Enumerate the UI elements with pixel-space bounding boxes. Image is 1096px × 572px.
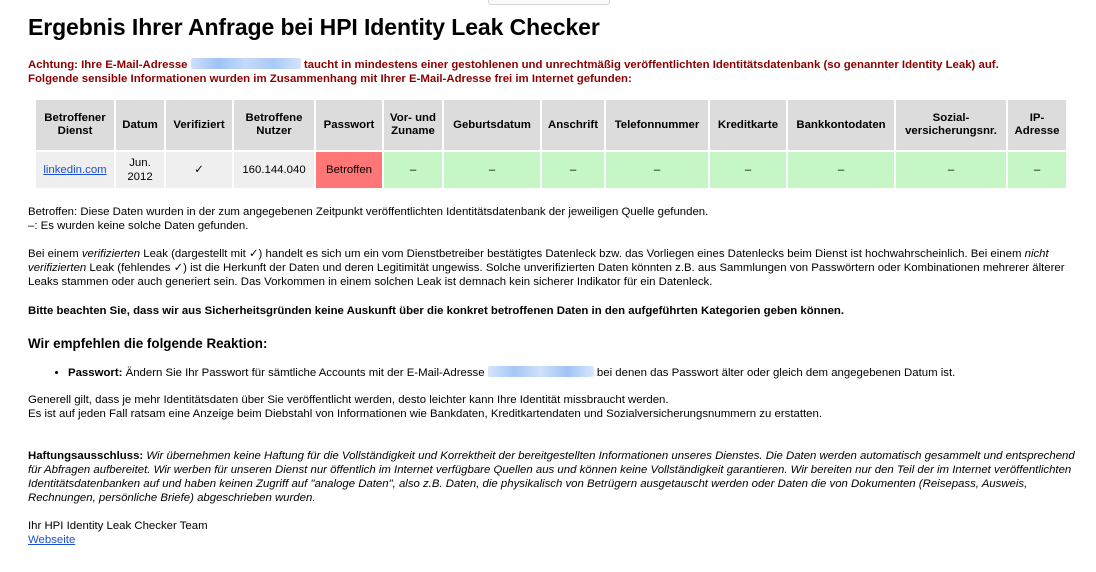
result-page xyxy=(28,12,1088,547)
browser-top-strip xyxy=(0,0,1096,6)
alert-line-2: Folgende sensible Informationen wurden im Zusammenhang mit Ihrer E-Mail-Adresse frei im Internet gefunden: xyxy=(28,73,632,85)
cell-verified: ✓ xyxy=(166,152,232,188)
cell-date: Jun. 2012 xyxy=(116,152,164,188)
service-link[interactable]: linkedin.com xyxy=(43,164,107,176)
legend-none: –: Es wurden keine solche Daten gefunden. xyxy=(28,220,249,232)
team-signature: Ihr HPI Identity Leak Checker Team xyxy=(28,520,208,532)
cell-users: 160.144.040 xyxy=(234,152,314,188)
cell-service xyxy=(36,152,114,188)
general-line-1: Generell gilt, dass je mehr Identitätsdaten über Sie veröffentlicht werden, desto leichter kann Ihre Identität missbraucht werden. xyxy=(28,394,669,406)
explain-text-c: Leak (dargestellt mit ✓) handelt es sich um ein vom Dienstbetreiber bestätigtes Datenleck bzw. das Vorliegen eines Datenlecks beim Dienst ist hochwahrscheinlich. Bei einem xyxy=(140,248,1025,260)
general-line-2: Es ist auf jeden Fall ratsam eine Anzeige beim Diebstahl von Informationen wie Bankdaten, Kreditkartendaten und Sozialversicherungsnummern zu erstatten. xyxy=(28,408,822,420)
cell-address: – xyxy=(542,152,604,188)
page-title: Ergebnis Ihrer Anfrage bei HPI Identity Leak Checker xyxy=(28,14,600,40)
cell-password: Betroffen xyxy=(316,152,382,188)
table-row xyxy=(36,152,1066,188)
explain-text-e: Leak (fehlendes ✓) ist die Herkunft der Daten und deren Legitimität ungewiss. Solche unverifizierten Daten könnten z.B. aus Sammlungen von Passwörtern oder Kombinationen mehrerer älterer Leaks stammen oder auch generiert sein. Das Vorkommen in einem solchen Leak ist demnach kein sicherer Indikator für ein Datenleck. xyxy=(28,262,1065,288)
cell-name: – xyxy=(384,152,442,188)
col-header-service: Betroffener Dienst xyxy=(36,100,114,150)
cell-phone: – xyxy=(606,152,708,188)
cell-ssn: – xyxy=(896,152,1006,188)
col-header-bank: Bankkontodaten xyxy=(788,100,894,150)
reco-text-post: bei denen das Passwort älter oder gleich dem angegebenen Datum ist. xyxy=(596,367,956,379)
col-header-name: Vor- und Zuname xyxy=(384,100,442,150)
cell-ip: – xyxy=(1008,152,1066,188)
col-header-ip: IP- Adresse xyxy=(1008,100,1066,150)
reco-text-pre: Ändern Sie Ihr Passwort für sämtliche Accounts mit der E-Mail-Adresse xyxy=(125,367,485,379)
explain-unverified: nicht verifizierten xyxy=(28,248,1049,274)
disclaimer xyxy=(28,449,1088,505)
website-link[interactable]: Webseite xyxy=(28,534,76,546)
general-advice xyxy=(28,393,1088,421)
legend xyxy=(28,205,1088,233)
table-header-row xyxy=(36,100,1066,150)
security-notice: Bitte beachten Sie, dass wir aus Sicherheitsgründen keine Auskunft über die konkret betroffenen Daten in den aufgeführten Kategorien geben können. xyxy=(28,305,845,317)
leak-results-table xyxy=(34,98,1068,190)
explain-verified: verifizierten xyxy=(81,248,141,260)
redacted-email xyxy=(488,366,594,377)
explain-text-a: Bei einem xyxy=(28,248,82,260)
recommendation-heading: Wir empfehlen die folgende Reaktion: xyxy=(28,336,268,351)
cell-creditcard: – xyxy=(710,152,786,188)
verification-explanation xyxy=(28,247,1088,289)
disclaimer-text: Wir übernehmen keine Haftung für die Vollständigkeit und Korrektheit der bereitgestellten Informationen unseres Dienstes. Die Daten werden automatisch gesammelt und entsprechend für Abfragen aufbereitet. Wir werben für unseren Dienst nur öffentlich im Internet verfügbare Quellen aus und können keine Vollständigkeit garantieren. Wir bereiten nur den Teil der im Internet veröffentlichten Identitätsdatenbanken auf und haben keinen Zugriff auf "analoge Daten", also z.B. Daten, die physikalisch von Betrügern ausgetauscht werden oder Daten die von Dokumenten (Reisepass, Ausweis, Rechnungen, persönliche Briefe) abgeschrieben wurden. xyxy=(28,450,1075,504)
col-header-creditcard: Kreditkarte xyxy=(710,100,786,150)
alert-prefix: Achtung: Ihre E-Mail-Adresse xyxy=(28,59,188,71)
cell-bank: – xyxy=(788,152,894,188)
col-header-verified: Verifiziert xyxy=(166,100,232,150)
redacted-email xyxy=(191,58,301,69)
col-header-users: Betroffene Nutzer xyxy=(234,100,314,150)
cell-birthdate: – xyxy=(444,152,540,188)
recommendation-list xyxy=(28,366,1088,380)
list-item xyxy=(68,366,1088,380)
col-header-ssn: Sozial- versicherungsnr. xyxy=(896,100,1006,150)
col-header-birthdate: Geburtsdatum xyxy=(444,100,540,150)
footer xyxy=(28,519,1088,547)
leak-alert xyxy=(28,58,1088,86)
col-header-date: Datum xyxy=(116,100,164,150)
col-header-password: Passwort xyxy=(316,100,382,150)
disclaimer-label: Haftungsausschluss: xyxy=(28,450,144,462)
legend-affected: Betroffen: Diese Daten wurden in der zum angegebenen Zeitpunkt veröffentlichten Identitätsdatenbank der jeweiligen Quelle gefunden. xyxy=(28,206,709,218)
col-header-address: Anschrift xyxy=(542,100,604,150)
alert-suffix: taucht in mindestens einer gestohlenen und unrechtmäßig veröffentlichten Identitätsdatenbank (so genannter Identity Leak) auf. xyxy=(303,59,999,71)
browser-tab-handle[interactable] xyxy=(488,0,610,5)
reco-label: Passwort: xyxy=(68,367,123,379)
col-header-phone: Telefonnummer xyxy=(606,100,708,150)
